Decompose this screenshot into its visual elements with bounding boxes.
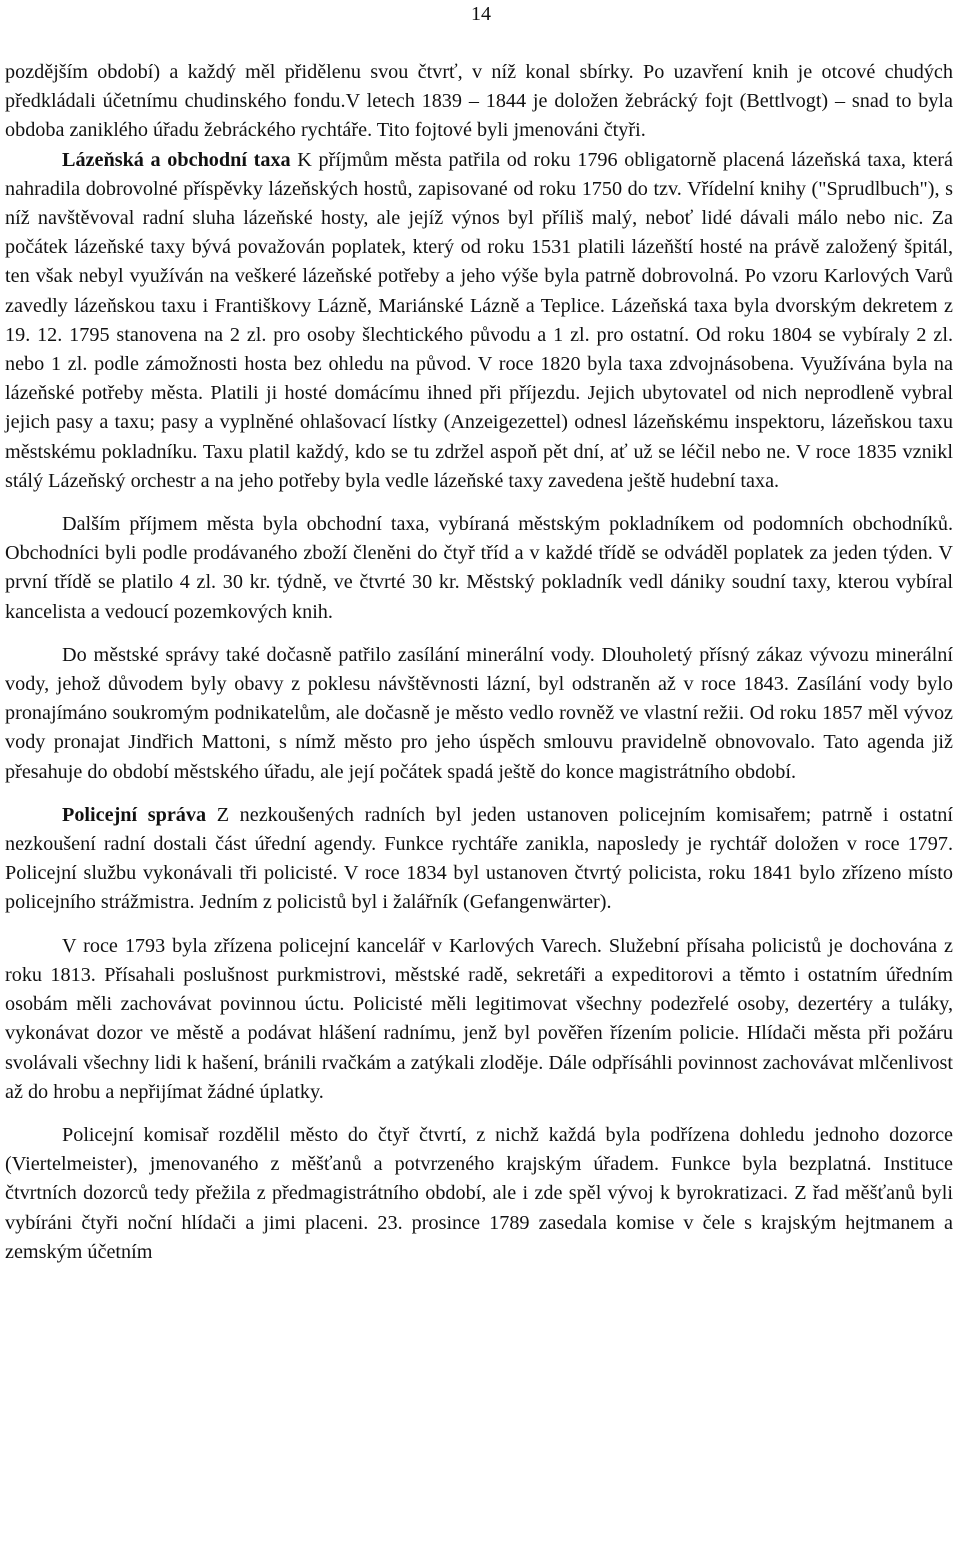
paragraph-trade-tax [5, 510, 953, 627]
paragraph-continuation [5, 58, 953, 146]
body-text [5, 58, 953, 1267]
paragraph-police-office [5, 932, 953, 1107]
paragraph-text: V roce 1793 byla zřízena policejní kancelář v Karlových Varech. Služební přísaha policistů je dochována z roku 1813. Přísahali poslušnost purkmistrovi, městské radě, sekretáři a expeditorovi a těmto i ostatním úředním osobám měli zachovávat povinnou úctu. Policisté měli legitimovat všechny podezřelé osoby, dezertéry a tuláky, vykonávat dozor ve městě a podávat hlášení radnímu, jenž byl pověřen řízením policie. Hlídači města při požáru svolávali všechny lidi k hašení, bránili rvačkám a zatýkali zloděje. Dále odpřísáhli povinnost zachovávat mlčenlivost až do hrobu a nepřijímat žádné úplatky. [5, 934, 953, 1103]
paragraph-police [5, 801, 953, 918]
page-number: 14 [471, 3, 491, 25]
paragraph-mineral-water [5, 641, 953, 787]
paragraph-text: Dalším příjmem města byla obchodní taxa, vybíraná městským pokladníkem od podomních obchodníků. Obchodníci byli podle prodávaného zboží členěni do čtyř tříd a v každé třídě se odváděl poplatek za jeden týden. V první třídě se platilo 4 zl. 30 kr. týdně, ve čtvrté 30 kr. Městský pokladník vedl dániky soudní taxy, kterou vybíral kancelista a vedoucí pozemkových knih. [5, 513, 953, 623]
section-heading-spa-tax: Lázeňská a obchodní taxa [62, 148, 291, 171]
paragraph-text: K příjmům města patřila od roku 1796 obligatorně placená lázeňská taxa, která nahradila dobrovolné příspěvky lázeňských hostů, zapisované od roku 1750 do tzv. Vřídelní knihy ("Sprudlbuch"), s níž navštěvoval radní sluha lázeňské hosty, ale jejíž výnos byl příliš malý, neboť lidé dávali málo nebo nic. Za počátek lázeňské taxy bývá považován poplatek, který od roku 1531 platili lázeňští hosté na právě založený špitál, ten však nebyl využíván na veškeré lázeňské potřeby a jeho výše byla patrně dobrovolná. Po vzoru Karlových Varů zavedly lázeňskou taxu i Františkovy Lázně, Mariánské Lázně a Teplice. Lázeňská taxa byla dvorským dekretem z 19. 12. 1795 stanovena na 2 zl. pro osoby šlechtického původu a 1 zl. pro ostatní. Od roku 1804 se vybíraly 2 zl. nebo 1 zl. podle zámožnosti hosta bez ohledu na původ. V roce 1820 byla taxa zdvojnásobena. Využívána byla na lázeňské potřeby města. Platili ji hosté domácímu ihned při příjezdu. Jejich ubytovatel od nich neprodleně vybral jejich pasy a taxu; pasy a vyplněné ohlašovací lístky (Anzeigezettel) odnesl lázeňskému inspektoru, lázeňskou taxu městskému pokladníku. Taxu platil každý, kdo se tu zdržel aspoň pět dní, ať už se léčil nebo ne. V roce 1835 vznikl stálý Lázeňský orchestr a na jeho potřeby byla vedle lázeňské taxy zavedena ještě hudební taxa. [5, 148, 953, 492]
paragraph-text: Z nezkoušených radních byl jeden ustanoven policejním komisařem; patrně i ostatní nezkoušení radní dostali část úřední agendy. Funkce rychtáře zanikla, naposledy je rychtář doložen v roce 1797. Policejní službu vykonávali tři policisté. V roce 1834 byl ustanoven čtvrtý policista, roku 1841 bylo zřízeno místo policejního strážmistra. Jedním z policistů byl i žalářník (Gefangenwärter). [5, 803, 953, 914]
paragraph-text: pozdějším období) a každý měl přidělenu svou čtvrť, v níž konal sbírky. Po uzavření knih je otcové chudých předkládali účetnímu chudinského fondu.V letech 1839 – 1844 je doložen žebrácký fojt (Bettlvogt) – snad to byla obdoba zaniklého úřadu žebráckého rychtáře. Tito fojtové byli jmenováni čtyři. [5, 61, 953, 142]
paragraph-text: Do městské správy také dočasně patřilo zasílání minerální vody. Dlouholetý přísný zákaz vývozu minerální vody, jehož důvodem byly obavy z poklesu návštěvnosti lázní, byl odstraněn až v roce 1843. Zasílání vody bylo pronajímáno soukromým podnikatelům, ale dočasně je město vedlo rovněž ve vlastní režii. Od roku 1857 měl vývoz vody pronajat Jindřich Mattoni, s nímž město pro jeho úspěch smlouvu pravidelně obnovovalo. Tato agenda již přesahuje do období městského úřadu, ale její počátek spadá ještě do konce magistrátního období. [5, 643, 953, 783]
paragraph-police-commissioner [5, 1121, 953, 1267]
section-heading-police: Policejní správa [62, 803, 207, 826]
paragraph-spa-tax [5, 146, 953, 496]
paragraph-text: Policejní komisař rozdělil město do čtyř čtvrtí, z nichž každá byla podřízena dohledu jednoho dozorce (Viertelmeister), jmenovaného z měšťanů a potvrzeného krajským úřadem. Funkce byla bezplatná. Instituce čtvrtních dozorců tedy přežila z předmagistrátního období, ale i zde spěl vývoj k byrokratizaci. Z řad měšťanů byli vybíráni čtyři noční hlídači a jimi placeni. 23. prosince 1789 zasedala komise v čele s krajským hejtmanem a zemským účetním [5, 1123, 953, 1263]
